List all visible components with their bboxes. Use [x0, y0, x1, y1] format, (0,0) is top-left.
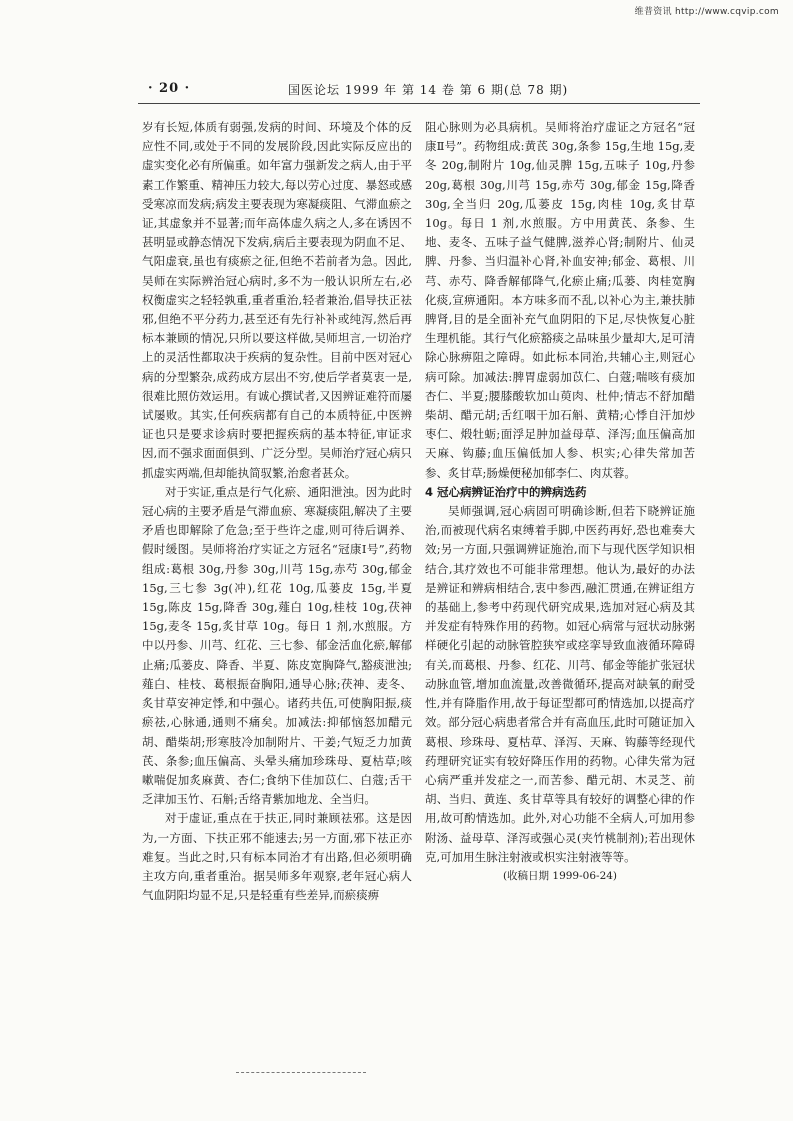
left-column: [142, 118, 412, 905]
page-header: [136, 79, 699, 99]
page-number: · 20 ·: [148, 81, 191, 96]
section-heading: 4 冠心病辨证治疗中的辨病选药: [425, 484, 587, 499]
left-paragraph-3: 对于虚证,重点在于扶正,同时兼顾祛邪。这是因为,一方面、下扶正邪不能速去;另一方面,邪下祛正亦难复。当此之时,只有标本同治才有出路,但必须明确主攻方向,重者重治。据吴师多年观察,老年冠心病人气血阴阳均显不足,只是轻重有些差异,而瘀痰痹: [142, 811, 412, 903]
left-paragraph-2: 对于实证,重点是行气化瘀、通阳泄浊。因为此时冠心病的主要矛盾是气滞血瘀、寒凝痰阻,解决了主要矛盾也即解除了危急;至于些许之虚,则可待后调养、假时缓图。吴师将治疗实证之方冠名“冠康Ⅰ号”,药物组成:葛根 30g,丹参 30g,川芎 15g,赤芍 30g,郁金 15g,三七参 3g(冲),红花 10g,瓜蒌皮 15g,半夏 15g,陈皮 15g,降香 30g,薤白 10g,桂枝 10g,茯神 15g,麦冬 15g,炙甘草 10g。每日 1 剂,水煎服。方中以丹参、川芎、红花、三七参、郁金活血化瘀,解郁止痛;瓜蒌皮、降香、半夏、陈皮宽胸降气,豁痰泄浊;薤白、桂枝、葛根振奋胸阳,通导心脉;茯神、麦冬、炙甘草安神定悸,和中强心。诸药共伍,可使胸阳振,痰瘀祛,心脉通,通则不痛矣。加减法:抑郁恼怒加醋元胡、醋柴胡;形寒肢冷加制附片、干姜;气短乏力加黄芪、条参;血压偏高、头晕头痛加珍珠母、夏枯草;咳嗽喘促加炙麻黄、杏仁;食纳下佳加苡仁、白蔻;舌干乏津加玉竹、石斛;舌络青紫加地龙、全当归。: [142, 484, 412, 807]
left-paragraph-1: 岁有长短,体质有弱强,发病的时间、环境及个体的反应性不同,或处于不同的发展阶段,因此实际反应出的虚实变化必有所偏重。如年富力强新发之病人,由于平素工作繁重、精神压力较大,每以劳心过度、暴怒或感受寒凉而发病;病发主要表现为寒凝痰阻、气滞血瘀之证,其虚象并不显著;而年高体虚久病之人,多在诱因不甚明显或静态情况下发病,病后主要表现为阴血不足、气阳虚衰,虽也有痰瘀之征,但绝不若前者为急。因此,吴师在实际辨治冠心病时,多不为一般认识所左右,必权衡虚实之轻轻孰重,重者重治,轻者兼治,倡导扶正祛邪,但绝不平分药力,甚至还有先行补补或纯泻,然后再标本兼顾的情况,只所以要这样做,吴师坦言,一切治疗上的灵活性都取决于疾病的复杂性。目前中医对冠心病的分型繁杂,成药成方层出不穷,使后学者莫衷一是,很难比照仿效运用。有诚心撰试者,又因辨证难符而屡试屡败。其实,任何疾病都有自己的本质特征,中医辨证也只是要求诊病时要把握疾病的基本特征,审证求因,而不强求面面俱到、广泛分型。吴师治疗冠心病只抓虚实两端,但却能执简驭繁,治愈者甚众。: [142, 120, 412, 480]
header-rule: [138, 103, 700, 104]
right-paragraph-1: 阻心脉则为必具病机。吴师将治疗虚证之方冠名“冠康Ⅱ号”。药物组成:黄芪 30g,条参 15g,生地 15g,麦冬 20g,制附片 10g,仙灵脾 15g,五味子 10g,丹参 20g,葛根 30g,川芎 15g,赤芍 30g,郁金 15g,降香 30g,全当归 20g,瓜蒌皮 15g,肉桂 10g,炙甘草 10g。每日 1 剂,水煎服。方中用黄芪、条参、生地、麦冬、五味子益气健脾,滋养心肾;制附片、仙灵脾、丹参、当归温补心肾,补血安神;郁金、葛根、川芎、赤芍、降香解郁降气,化瘀止痛;瓜蒌、肉桂宽胸化痰,宣痹通阳。本方味多而不乱,以补心为主,兼扶肺脾肾,目的是全面补充气血阴阳的下足,尽快恢复心脏生理机能。其行气化瘀豁痰之品味虽少量却大,足可清除心脉痹阻之障碍。如此标本同治,共辅心主,则冠心病可除。加减法:脾胃虚弱加苡仁、白蔻;喘咳有痰加杏仁、半夏;腰膝酸软加山萸肉、杜仲;情志不舒加醋柴胡、醋元胡;舌红咽干加石斛、黄精;心悸自汗加炒枣仁、煅牡蛎;面浮足肿加益母草、泽泻;血压偏高加天麻、钩藤;血压偏低加人参、枳实;心律失常加苦参、炙甘草;肠燥便秘加郁李仁、肉苁蓉。: [425, 120, 695, 480]
footer-divider: [236, 1072, 366, 1073]
right-paragraph-2: 吴师强调,冠心病固可明确诊断,但若下晓辨证施治,而被现代病名束缚着手脚,中医药再好,恐也难奏大效;另一方面,只强调辨证施治,而下与现代医学知识相结合,其疗效也不可能非常理想。他认为,最好的办法是辨证和辨病相结合,衷中参西,融汇贯通,在辨证组方的基础上,参考中药现代研究成果,选加对冠心病及其并发症有特殊作用的药物。如冠心病常与冠状动脉粥样硬化引起的动脉管腔狭窄或痉挛导致血液循环障碍有关,而葛根、丹参、红花、川芎、郁金等能扩张冠状动脉血管,增加血流量,改善微循环,提高对缺氧的耐受性,并有降脂作用,故于每证型都可酌情选加,以提高疗效。部分冠心病患者常合并有高血压,此时可随证加入葛根、珍珠母、夏枯草、泽泻、天麻、钩藤等经现代药理研究证实有较好降压作用的药物。心律失常为冠心病严重并发症之一,而苦参、醋元胡、木灵芝、前胡、当归、黄连、炙甘草等具有较好的调整心律的作用,故可酌情选加。此外,对心功能不全病人,可加用参附汤、益母草、泽泻或强心灵(夹竹桃制剂);若出现休克,可加用生脉注射液或枳实注射液等等。: [425, 504, 695, 864]
right-column: [425, 118, 695, 886]
watermark: 维普资讯 http://www.cqvip.com: [634, 7, 779, 17]
received-date: (收稿日期 1999-06-24): [502, 869, 618, 882]
journal-info: 国医论坛 1999 年 第 14 卷 第 6 期(总 78 期): [288, 83, 569, 97]
